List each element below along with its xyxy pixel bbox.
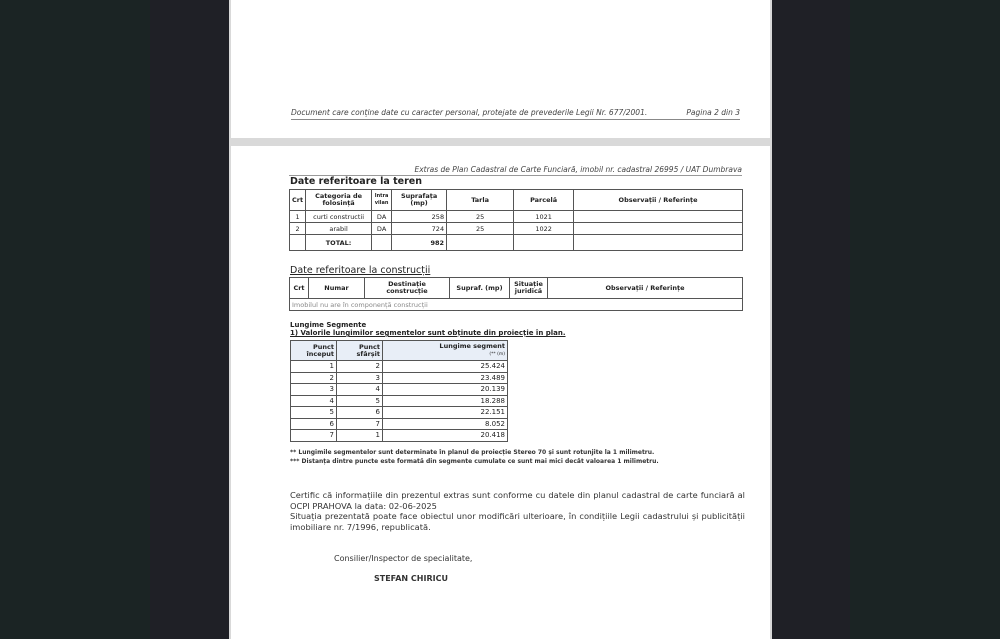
table-row: [291, 430, 508, 442]
cell: curti constructii: [306, 211, 372, 223]
unit-label: (** (m): [489, 352, 505, 357]
viewer-margin-left: [150, 0, 229, 639]
col-header: Intra vilan: [372, 190, 392, 211]
viewer-margin-right: [772, 0, 850, 639]
table-row: [290, 223, 743, 235]
cell: [574, 211, 743, 223]
page-header: Extras de Plan Cadastral de Carte Funciară, imobil nr. cadastral 26995 / UAT Dumbrava: [289, 165, 742, 176]
cell: 3: [337, 372, 383, 384]
page-footer: [291, 108, 740, 120]
col-header: Parcelă: [514, 190, 574, 211]
cell: 1: [290, 211, 306, 223]
col-header: Supraf. (mp): [450, 278, 510, 299]
cell: DA: [372, 211, 392, 223]
page-3: [231, 146, 770, 639]
constructii-title: [290, 265, 430, 276]
cell: 25: [447, 211, 514, 223]
cell: 20.418: [383, 430, 508, 442]
signature-name: STEFAN CHIRICU: [374, 574, 448, 583]
page-2: [231, 0, 770, 138]
cell: [574, 223, 743, 235]
cell: 1: [337, 430, 383, 442]
teren-table: [289, 189, 743, 251]
document-viewer[interactable]: [229, 0, 772, 639]
segmente-subtitle: 1) Valorile lungimilor segmentelor sunt obținute din proiecție în plan.: [290, 329, 566, 337]
col-header: Crt: [290, 190, 306, 211]
cell: DA: [372, 223, 392, 235]
cell: 5: [337, 395, 383, 407]
segmente-title: Lungime Segmente: [290, 321, 367, 329]
cell: 2: [337, 361, 383, 373]
cell: 7: [291, 430, 337, 442]
col-header-text: Lungime segment: [439, 342, 505, 350]
table-row: [291, 361, 508, 373]
cell: 5: [291, 407, 337, 419]
col-header: Punct început: [291, 341, 337, 361]
col-header: Situație juridică: [510, 278, 548, 299]
cell: 8.052: [383, 418, 508, 430]
page-number: Pagina 2 din 3: [686, 108, 740, 117]
table-row: [291, 384, 508, 396]
cell: 4: [337, 384, 383, 396]
certification-p2: Situația prezentată poate face obiectul unor modificări ulterioare, în condițiile Legii cadastrului și publicității imobiliare nr. 7/1996, republicată.: [290, 511, 745, 532]
total-label: TOTAL:: [306, 235, 372, 251]
cell: 1021: [514, 211, 574, 223]
col-header: Punct sfârșit: [337, 341, 383, 361]
footnote-2: *** Distanța dintre puncte este formată din segmente cumulate ce sunt mai mici decât valoarea 1 milimetru.: [290, 458, 659, 465]
constructii-title-text: Date referitoare la construcții: [290, 265, 431, 276]
table-row: [290, 211, 743, 223]
certification-text: [290, 490, 745, 532]
cell: 6: [291, 418, 337, 430]
col-header: Observații / Referințe: [548, 278, 743, 299]
segmente-table: [290, 340, 508, 442]
certification-p1: Certific că informațiile din prezentul extras sunt conforme cu datele din planul cadastral de carte funciară al OCPI PRAHOVA la data: 02-06-2025: [290, 490, 745, 511]
cell: 23.489: [383, 372, 508, 384]
cell: 22.151: [383, 407, 508, 419]
cell: 4: [291, 395, 337, 407]
table-row: [291, 418, 508, 430]
table-row: [291, 395, 508, 407]
cell: 1: [291, 361, 337, 373]
teren-title: Date referitoare la teren: [290, 176, 422, 187]
cell: 6: [337, 407, 383, 419]
constructii-table: [289, 277, 743, 311]
total-row: [290, 235, 743, 251]
col-header: Suprafața (mp): [392, 190, 447, 211]
col-header: Numar: [309, 278, 365, 299]
table-row: [291, 372, 508, 384]
cell: 25.424: [383, 361, 508, 373]
col-header: Tarla: [447, 190, 514, 211]
cell: arabil: [306, 223, 372, 235]
empty-row: Imobilul nu are în componență construcții: [290, 299, 743, 311]
col-header: Categoria de folosință: [306, 190, 372, 211]
cell: 2: [290, 223, 306, 235]
cell: 20.139: [383, 384, 508, 396]
cell: 25: [447, 223, 514, 235]
cell: 724: [392, 223, 447, 235]
total-value: 982: [392, 235, 447, 251]
col-header: Destinație construcție: [365, 278, 450, 299]
signature-role: Consilier/Inspector de specialitate,: [334, 554, 473, 563]
cell: 258: [392, 211, 447, 223]
cell: 1022: [514, 223, 574, 235]
cell: 3: [291, 384, 337, 396]
cell: 2: [291, 372, 337, 384]
privacy-notice: Document care conține date cu caracter personal, protejate de prevederile Legii Nr. 677/2001.: [291, 108, 648, 117]
table-row: [291, 407, 508, 419]
cell: 7: [337, 418, 383, 430]
cell: 18.288: [383, 395, 508, 407]
col-header: Observații / Referințe: [574, 190, 743, 211]
col-header: Crt: [290, 278, 309, 299]
footnote-1: ** Lungimile segmentelor sunt determinate în planul de proiecție Stereo 70 și sunt rotunjite la 1 milimetru.: [290, 449, 655, 456]
col-header: [383, 341, 508, 361]
